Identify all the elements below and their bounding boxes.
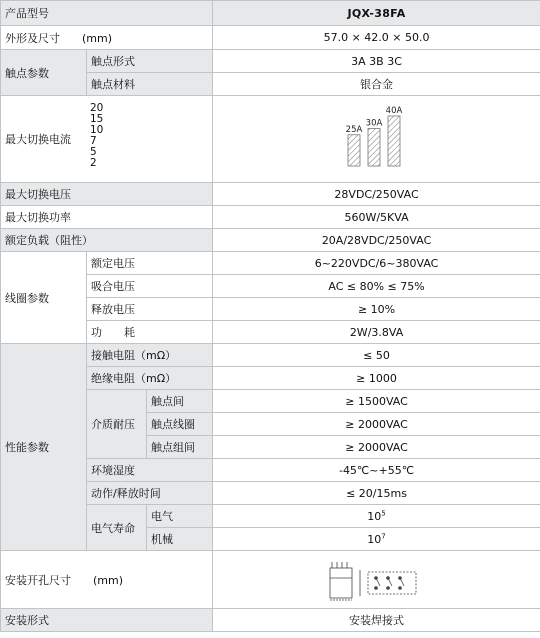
table-row [1, 344, 540, 367]
dimensions-value: 57.0 × 42.0 × 50.0 [213, 26, 540, 50]
dielectric-groups-value: ≥ 2000VAC [213, 436, 540, 459]
contact-resistance-value: ≤ 50 [213, 344, 540, 367]
current-level-item: 5 [90, 146, 97, 158]
coil-power-label: 功 耗 [87, 321, 213, 344]
coil-release-voltage-value: ≥ 10% [213, 298, 540, 321]
table-row [1, 206, 540, 229]
life-mechanical-value [213, 528, 540, 551]
current-bar [388, 116, 400, 166]
rated-load-label: 额定负载（阻性） [1, 229, 213, 252]
insulation-value: ≥ 1000 [213, 367, 540, 390]
contact-group-label: 触点参数 [1, 50, 87, 96]
table-row [1, 26, 540, 50]
contact-material-label: 触点材料 [87, 73, 213, 96]
contact-form-label: 触点形式 [87, 50, 213, 73]
timing-value: ≤ 20/15ms [213, 482, 540, 505]
current-levels [90, 103, 103, 169]
coil-power-value: 2W/3.8VA [213, 321, 540, 344]
table-row [1, 1, 540, 26]
coil-pickup-voltage-label: 吸合电压 [87, 275, 213, 298]
current-level-item: 2 [90, 157, 97, 169]
max-power-label: 最大切换功率 [1, 206, 213, 229]
table-row [1, 50, 540, 73]
max-current-label: 最大切换电流 [5, 133, 71, 146]
current-bar-label: 40A [385, 106, 402, 116]
coil-rated-voltage-label: 额定电压 [87, 252, 213, 275]
life-mechanical-label: 机械 [147, 528, 213, 551]
life-electrical-exp: 5 [381, 508, 386, 517]
table-row [1, 252, 540, 275]
mounting-hole-label: 安装开孔尺寸 [5, 573, 71, 587]
life-electrical-label: 电气 [147, 505, 213, 528]
coil-group-label: 线圈参数 [1, 252, 87, 344]
current-bar-label: 25A [345, 124, 362, 135]
dielectric-contacts-value: ≥ 1500VAC [213, 390, 540, 413]
relay-outline-drawing [322, 556, 432, 604]
coil-pickup-voltage-value: AC ≤ 80% ≤ 75% [213, 275, 540, 298]
max-voltage-value: 28VDC/250VAC [213, 183, 540, 206]
mounting-type-value: 安装焊接式 [213, 609, 540, 632]
max-power-value: 560W/5KVA [213, 206, 540, 229]
mounting-type-label: 安装形式 [1, 609, 213, 632]
life-electrical-value [213, 505, 540, 528]
ambient-value: -45℃~+55℃ [213, 459, 540, 482]
table-row [1, 609, 540, 632]
contact-form-value: 3A 3B 3C [213, 50, 540, 73]
current-level-item: 10 [90, 124, 104, 136]
dielectric-label: 介质耐压 [87, 390, 147, 459]
rated-load-value: 20A/28VDC/250VAC [213, 229, 540, 252]
coil-rated-voltage-value: 6~220VDC/6~380VAC [213, 252, 540, 275]
table-row [1, 96, 540, 183]
model-value: JQX-38FA [213, 1, 540, 26]
timing-label: 动作/释放时间 [87, 482, 213, 505]
current-level-item: 15 [90, 113, 104, 125]
current-level-item: 20 [90, 102, 104, 114]
ambient-label: 环境湿度 [87, 459, 213, 482]
max-current-chart-cell [213, 96, 540, 183]
current-bar [348, 135, 360, 166]
dielectric-groups-label: 触点组间 [147, 436, 213, 459]
performance-group-label: 性能参数 [1, 344, 87, 551]
coil-release-voltage-label: 释放电压 [87, 298, 213, 321]
max-current-cell [1, 96, 213, 183]
table-row [1, 183, 540, 206]
insulation-label: 绝缘电阻（mΩ） [87, 367, 213, 390]
mounting-hole-unit: (mm) [93, 573, 124, 587]
contact-resistance-label: 接触电阻（mΩ） [87, 344, 213, 367]
dielectric-contact-coil-label: 触点线圈 [147, 413, 213, 436]
current-level-item: 7 [90, 135, 97, 147]
current-bar-label: 30A [365, 118, 382, 129]
table-row [1, 229, 540, 252]
dimensions-unit: (mm) [82, 31, 113, 45]
dielectric-contact-coil-value: ≥ 2000VAC [213, 413, 540, 436]
max-current-chart [332, 104, 422, 174]
contact-material-value: 银合金 [213, 73, 540, 96]
table-row [1, 551, 540, 609]
dimensions-cell [1, 26, 213, 50]
life-electrical-base: 10 [367, 509, 382, 523]
dimensions-label: 外形及尺寸 [5, 31, 60, 45]
life-mechanical-exp: 7 [381, 531, 386, 540]
dielectric-contacts-label: 触点间 [147, 390, 213, 413]
mounting-figure-cell [213, 551, 540, 609]
life-label: 电气寿命 [87, 505, 147, 551]
life-mechanical-base: 10 [367, 532, 382, 546]
current-bar [368, 129, 380, 167]
header-label: 产品型号 [1, 1, 213, 26]
max-voltage-label: 最大切换电压 [1, 183, 213, 206]
mounting-hole-cell [1, 551, 213, 609]
